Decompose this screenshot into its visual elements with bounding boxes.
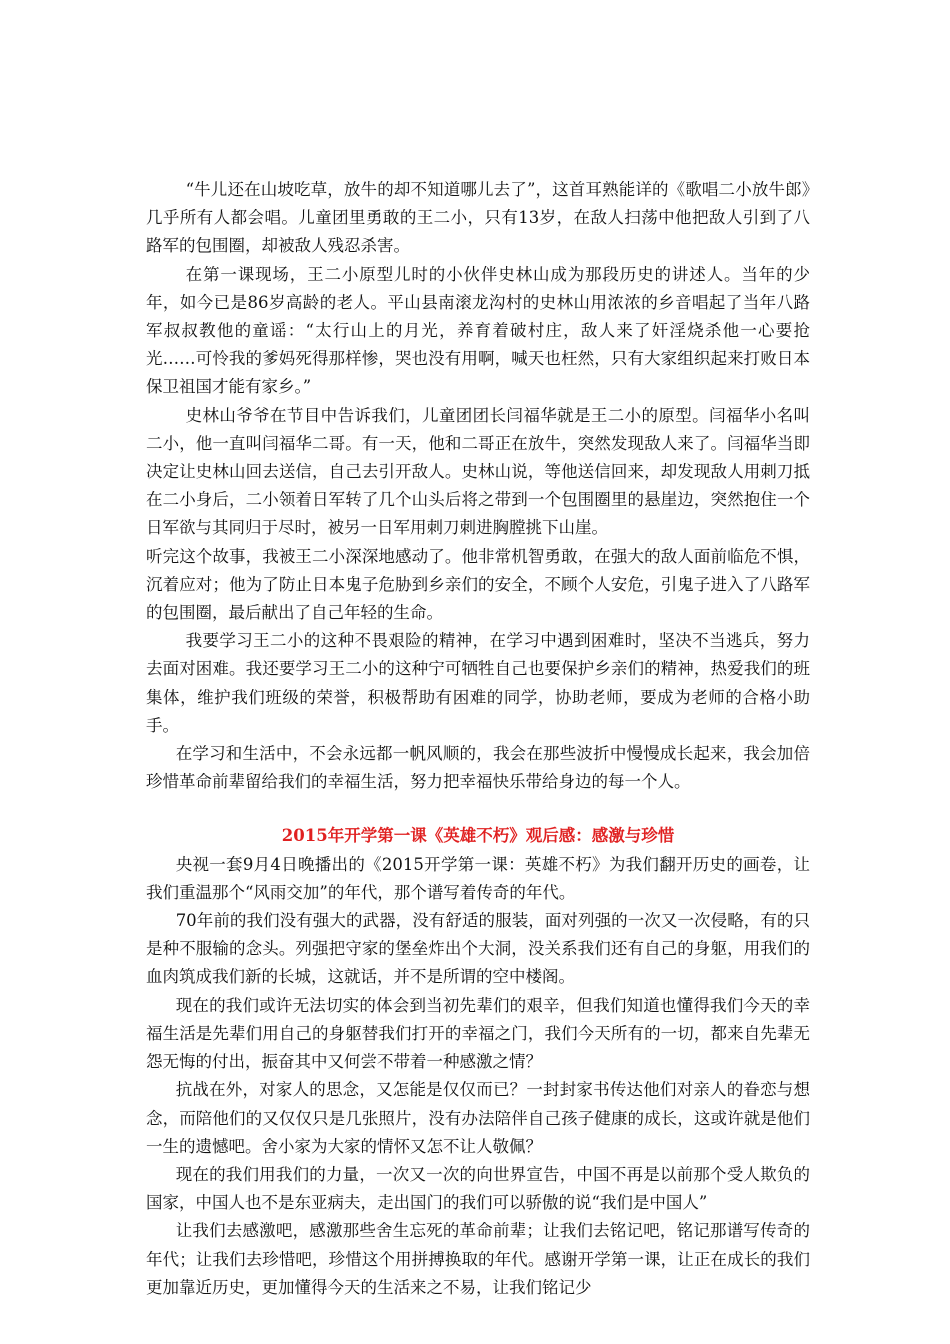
article1-paragraph-1: “牛儿还在山坡吃草，放牛的却不知道哪儿去了”，这首耳熟能详的《歌唱二小放牛郎》几乎所有人都会唱。儿童团里勇敢的王二小，只有13岁，在敌人扫荡中他把敌人引到了八路军的包围圈，却被敌人残忍杀害。 — [146, 180, 810, 256]
article2-paragraph-5: 现在的我们用我们的力量，一次又一次的向世界宣告，中国不再是以前那个受人欺负的国家，中国人也不是东亚病夫，走出国门的我们可以骄傲的说“我们是中国人” — [146, 1164, 810, 1213]
article1-paragraph-2: 在第一课现场，王二小原型儿时的小伙伴史林山成为那段历史的讲述人。当年的少年，如今已是86岁高龄的老人。平山县南滚龙沟村的史林山用浓浓的乡音唱起了当年八路军叔叔教他的童谣：“太行山上的月光，养育着破村庄，敌人来了奸淫烧杀他一心要抢光……可怜我的爹妈死得那样惨，哭也没有用啊，喊天也枉然，只有大家组织起来打败日本保卫祖国才能有家乡。” — [146, 264, 810, 397]
article2-title: 2015年开学第一课《英雄不朽》观后感：感激与珍惜 — [281, 826, 675, 846]
article1-paragraph-3: 史林山爷爷在节目中告诉我们，儿童团团长闫福华就是王二小的原型。闫福华小名叫二小，他一直叫闫福华二哥。有一天，他和二哥正在放牛，突然发现敌人来了。闫福华当即决定让史林山回去送信，自己去引开敌人。史林山说，等他送信回来，却发现敌人用刺刀抵在二小身后，二小领着日军转了几个山头后将之带到一个包围圈里的悬崖边，突然抱住一个日军欲与其同归于尽时，被另一日军用刺刀刺进胸膛挑下山崖。 — [146, 405, 810, 538]
article1-paragraph-5: 我要学习王二小的这种不畏艰险的精神，在学习中遇到困难时，坚决不当逃兵，努力去面对困难。我还要学习王二小的这种宁可牺牲自己也要保护乡亲们的精神，热爱我们的班集体，维护我们班级的荣誉，积极帮助有困难的同学，协助老师，要成为老师的合格小助手。 — [146, 631, 810, 735]
article2-paragraph-4: 抗战在外，对家人的思念，又怎能是仅仅而已？一封封家书传达他们对亲人的眷恋与想念，而陪他们的又仅仅只是几张照片，没有办法陪伴自己孩子健康的成长，这或许就是他们一生的遗憾吧。舍小家为大家的情怀又怎不让人敬佩？ — [146, 1080, 810, 1156]
article2-paragraph-1: 央视一套9月4日晚播出的《2015开学第一课：英雄不朽》为我们翻开历史的画卷，让我们重温那个“风雨交加”的年代，那个谱写着传奇的年代。 — [146, 854, 810, 902]
article2-paragraph-2: 70年前的我们没有强大的武器，没有舒适的服装，面对列强的一次又一次侵略，有的只是种不服输的念头。列强把守家的堡垒炸出个大洞，没关系我们还有自己的身躯，用我们的血肉筑成我们新的长城，这就话，并不是所谓的空中楼阁。 — [146, 911, 810, 987]
article1-paragraph-4: 听完这个故事，我被王二小深深地感动了。他非常机智勇敢，在强大的敌人面前临危不惧，沉着应对；他为了防止日本鬼子危胁到乡亲们的安全，不顾个人安危，引鬼子进入了八路军的包围圈，最后献出了自己年轻的生命。 — [146, 546, 810, 623]
article2-paragraph-6: 让我们去感激吧，感激那些舍生忘死的革命前辈；让我们去铭记吧，铭记那谱写传奇的年代；让我们去珍惜吧，珍惜这个用拼搏换取的年代。感谢开学第一课，让正在成长的我们更加靠近历史，更加懂得今天的生活来之不易，让我们铭记少 — [146, 1221, 810, 1297]
article2-paragraph-3: 现在的我们或许无法切实的体会到当初先辈们的艰辛，但我们知道也懂得我们今天的幸福生活是先辈们用自己的身躯替我们打开的幸福之门，我们今天所有的一切，都来自先辈无怨无悔的付出，振奋其中又何尝不带着一种感激之情？ — [146, 995, 810, 1072]
document-page — [146, 176, 810, 1302]
article1-paragraph-6: 在学习和生活中，不会永远都一帆风顺的，我会在那些波折中慢慢成长起来，我会加倍珍惜革命前辈留给我们的幸福生活，努力把幸福快乐带给身边的每一个人。 — [146, 744, 810, 792]
